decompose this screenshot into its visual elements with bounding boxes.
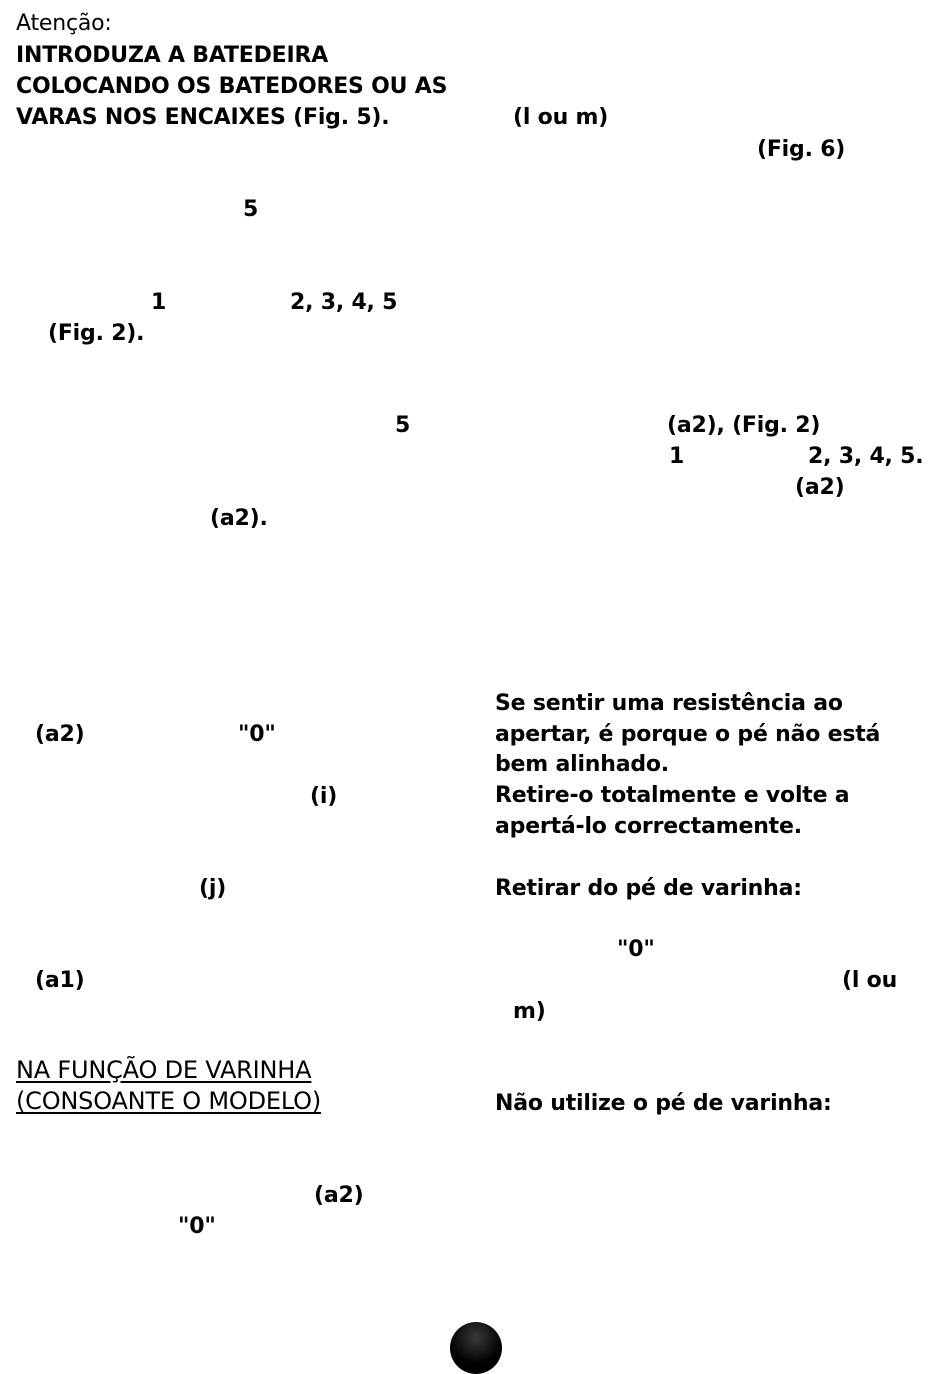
m-close-ref: m)	[513, 999, 546, 1024]
a2-ref-right: (a2)	[795, 475, 845, 500]
resistance-line-3: bem alinhado.	[495, 752, 669, 777]
speeds-2-5-ref: 2, 3, 4, 5	[290, 290, 398, 315]
l-ou-m-ref: (l ou m)	[513, 105, 609, 130]
a2-ref-c: (a2)	[314, 1183, 364, 1208]
attention-label: Atenção:	[16, 11, 112, 36]
resistance-line-1: Se sentir uma resistência ao	[495, 691, 843, 716]
zero-position-b: "0"	[178, 1214, 216, 1239]
do-not-use-label: Não utilize o pé de varinha:	[495, 1091, 832, 1116]
zero-position-a: "0"	[238, 722, 276, 747]
fig-2-ref: (Fig. 2).	[48, 321, 145, 346]
j-ref: (j)	[199, 876, 227, 901]
page-marker-dot	[450, 1322, 502, 1374]
a2-ref-b: (a2)	[35, 722, 85, 747]
resistance-line-5: apertá-lo correctamente.	[495, 814, 802, 839]
attention-line-3: VARAS NOS ENCAIXES (Fig. 5).	[16, 105, 390, 130]
attention-line-2: COLOCANDO OS BATEDORES OU AS	[16, 74, 448, 99]
remove-attachment-label: Retirar do pé de varinha:	[495, 876, 802, 901]
speed-1-ref-right: 1	[669, 444, 685, 469]
i-ref: (i)	[310, 784, 338, 809]
l-ou-ref: (l ou	[842, 968, 898, 993]
resistance-line-4: Retire-o totalmente e volte a	[495, 783, 850, 808]
speed-5-ref: 5	[243, 197, 259, 222]
section-heading-line-2: (CONSOANTE O MODELO)	[16, 1087, 322, 1115]
a2-ref-a: (a2).	[210, 506, 268, 531]
speed-1-ref: 1	[151, 290, 167, 315]
resistance-line-2: apertar, é porque o pé não está	[495, 722, 881, 747]
speed-5-ref-b: 5	[395, 413, 411, 438]
attention-line-1: INTRODUZA A BATEDEIRA	[16, 43, 329, 68]
a1-ref: (a1)	[35, 968, 85, 993]
a2-fig2-ref: (a2), (Fig. 2)	[667, 413, 821, 438]
fig-6-ref: (Fig. 6)	[757, 137, 846, 162]
zero-position-right: "0"	[617, 937, 655, 962]
section-heading-line-1: NA FUNÇÃO DE VARINHA	[16, 1056, 312, 1084]
speeds-2-5-ref-right: 2, 3, 4, 5.	[808, 444, 924, 469]
